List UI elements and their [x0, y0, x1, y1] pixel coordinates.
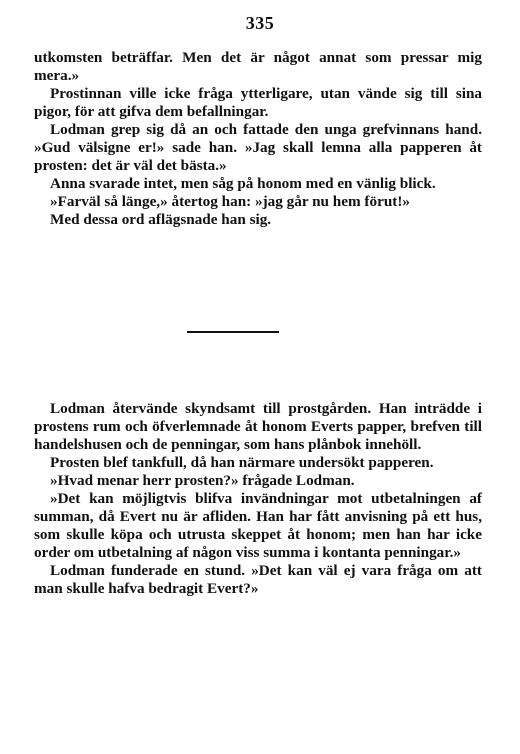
paragraph: Med dessa ord aflägsnade han sig.: [50, 211, 272, 228]
paragraph: »Det kan möjligtvis blifva invändningar mot utbetalningen af summan, då Evert nu är afliden. Han har fått anvisning på ett hus, som skulle köpa och utrusta skeppet åt honom; men han har icke order om utbetalning af någon viss summa i kontanta penningar.»: [34, 490, 482, 561]
paragraph: Lodman grep sig då an och fattade den unga grefvinnans hand. »Gud välsigne er!» sade han. »Jag skall lemna alla papperen åt prosten: det är väl det bästa.»: [34, 121, 482, 174]
paragraph: Prostinnan ville icke fråga ytterligare, utan vände sig till sina pigor, för att gifva dem befallningar.: [34, 85, 482, 120]
section-divider: [187, 331, 279, 333]
paragraph: Lodman funderade en stund. »Det kan väl ej vara fråga om att man skulle hafva bedragit Evert?»: [34, 562, 482, 597]
paragraph: »Hvad menar herr prosten?» frågade Lodman.: [50, 472, 355, 489]
page-number: 335: [245, 13, 275, 33]
paragraph: utkomsten beträffar. Men det är något annat som pressar mig mera.»: [34, 49, 482, 84]
text-section-upper: [34, 49, 482, 229]
text-section-lower: [34, 400, 482, 598]
paragraph: Prosten blef tankfull, då han närmare undersökt papperen.: [50, 454, 434, 471]
paragraph: Lodman återvände skyndsamt till prostgården. Han inträdde i prostens rum och öfverlemnade åt honom Everts papper, brefven till handelshusen och de penningar, som hans plånbok innehöll.: [34, 400, 482, 453]
paragraph: Anna svarade intet, men såg på honom med en vänlig blick.: [50, 175, 436, 192]
paragraph: »Farväl så länge,» återtog han: »jag går nu hem förut!»: [50, 193, 410, 210]
